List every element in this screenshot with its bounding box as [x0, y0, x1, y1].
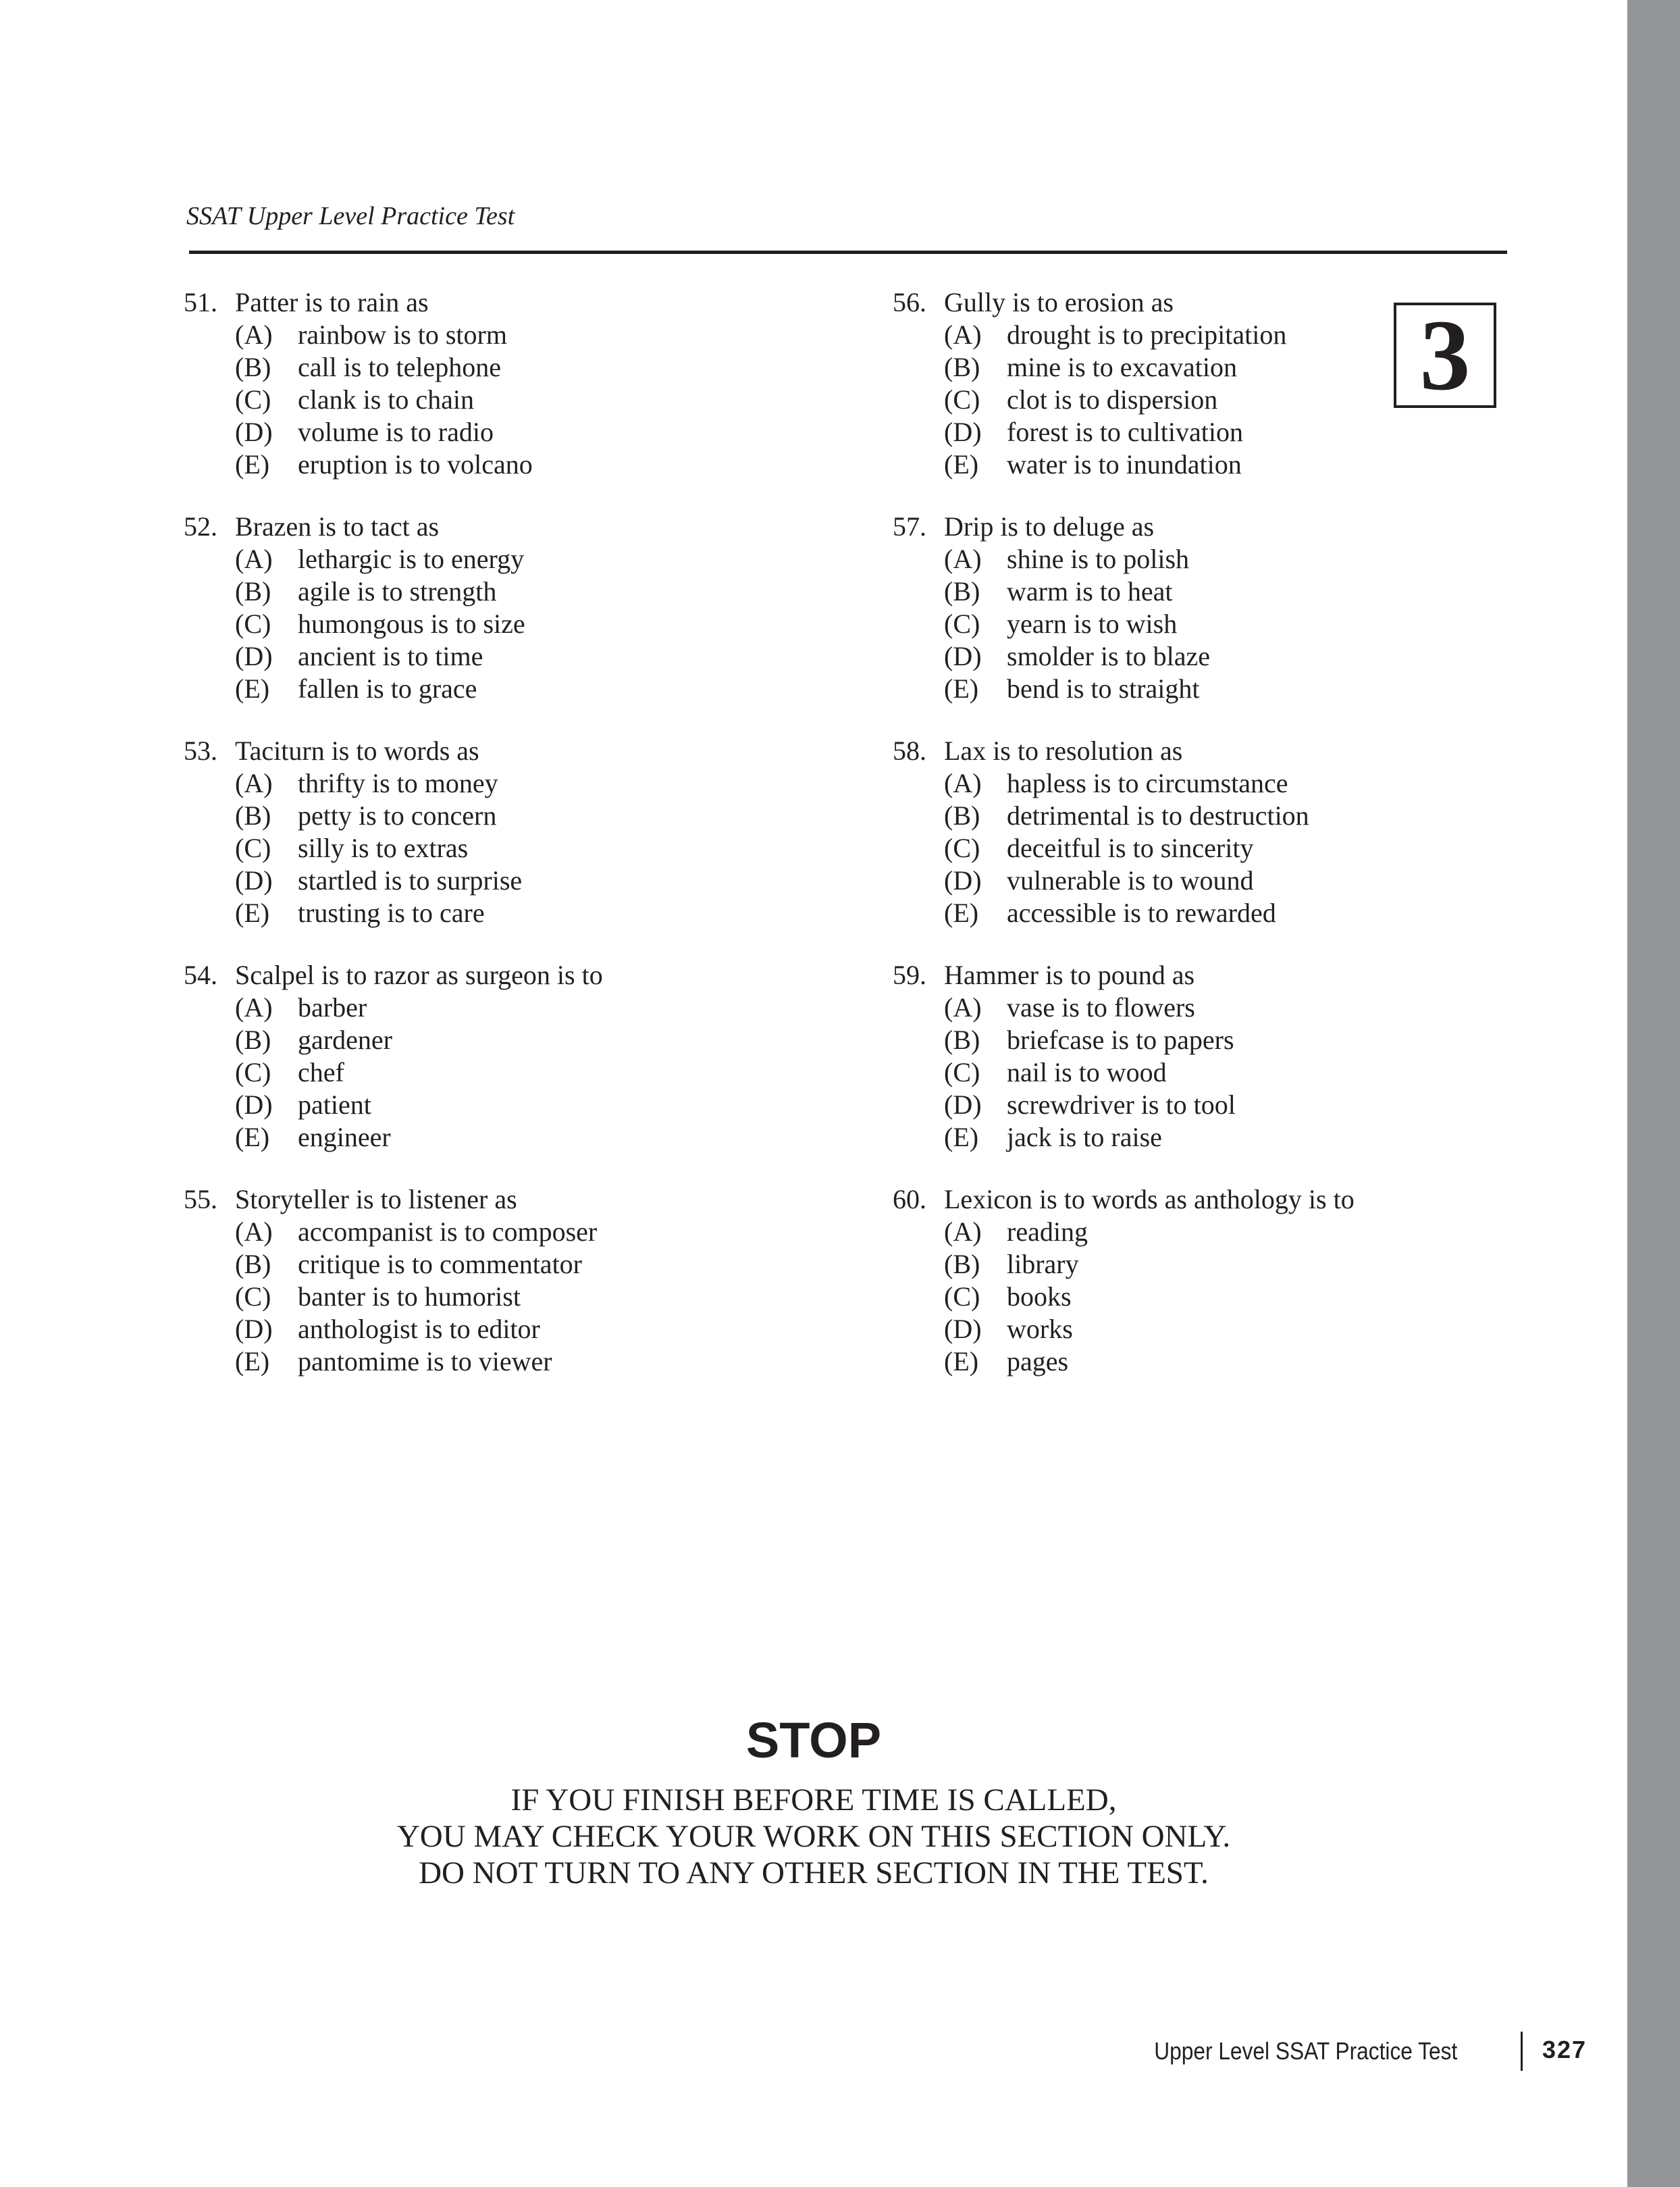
question-stem-line	[893, 511, 1446, 543]
answer-option[interactable]	[184, 319, 737, 351]
option-text: works	[1007, 1314, 1073, 1344]
question-number: 53.	[184, 736, 217, 766]
option-letter: (A)	[235, 1216, 273, 1247]
option-text: bend is to straight	[1007, 673, 1200, 704]
option-text: call is to telephone	[298, 352, 502, 382]
option-text: accompanist is to composer	[298, 1216, 598, 1247]
answer-option[interactable]	[184, 1216, 737, 1248]
question-stem-line	[893, 735, 1446, 767]
answer-option[interactable]	[184, 351, 737, 384]
question-stem: Patter is to rain as	[235, 287, 429, 317]
answer-option[interactable]	[184, 1345, 737, 1378]
section-number-box: 3	[1394, 303, 1496, 408]
answer-option[interactable]	[184, 640, 737, 673]
answer-option[interactable]	[184, 992, 737, 1024]
side-tab-bar	[1627, 0, 1680, 2187]
option-letter: (B)	[944, 352, 980, 382]
option-text: lethargic is to energy	[298, 544, 525, 574]
option-text: detrimental is to destruction	[1007, 800, 1309, 831]
option-text: silly is to extras	[298, 833, 469, 863]
option-letter: (C)	[235, 1281, 271, 1312]
question-stem-line	[184, 286, 737, 319]
question-number: 59.	[893, 960, 926, 990]
option-text: ancient is to time	[298, 641, 483, 671]
option-letter: (B)	[235, 352, 271, 382]
answer-option[interactable]	[184, 575, 737, 608]
answer-option[interactable]	[893, 1248, 1446, 1281]
option-letter: (D)	[235, 865, 273, 896]
option-text: mine is to excavation	[1007, 352, 1238, 382]
stop-line: DO NOT TURN TO ANY OTHER SECTION IN THE TEST.	[419, 1855, 1209, 1890]
option-letter: (E)	[235, 673, 270, 704]
option-text: clank is to chain	[298, 384, 475, 415]
option-text: vase is to flowers	[1007, 992, 1195, 1023]
answer-option[interactable]	[184, 673, 737, 705]
option-letter: (C)	[944, 609, 980, 639]
option-letter: (E)	[944, 1346, 979, 1376]
answer-option[interactable]	[184, 416, 737, 448]
option-letter: (C)	[944, 1057, 980, 1087]
question-item	[184, 735, 737, 959]
option-text: rainbow is to storm	[298, 319, 507, 350]
option-letter: (A)	[944, 768, 982, 798]
option-text: smolder is to blaze	[1007, 641, 1211, 671]
answer-option[interactable]	[893, 384, 1446, 416]
option-letter: (D)	[235, 1089, 273, 1120]
question-item	[893, 1183, 1446, 1408]
option-letter: (A)	[235, 992, 273, 1023]
answer-option[interactable]	[184, 448, 737, 481]
option-text: barber	[298, 992, 367, 1023]
option-letter: (B)	[235, 1249, 271, 1279]
header-rule	[189, 251, 1507, 254]
question-stem: Hammer is to pound as	[944, 960, 1195, 990]
option-text: clot is to dispersion	[1007, 384, 1218, 415]
option-text: trusting is to care	[298, 898, 485, 928]
option-text: gardener	[298, 1025, 392, 1055]
answer-option[interactable]	[893, 673, 1446, 705]
stop-line: YOU MAY CHECK YOUR WORK ON THIS SECTION ONLY.	[396, 1819, 1231, 1854]
question-stem: Lexicon is to words as anthology is to	[944, 1184, 1355, 1214]
option-text: eruption is to volcano	[298, 449, 533, 480]
option-letter: (A)	[235, 319, 273, 350]
option-text: water is to inundation	[1007, 449, 1242, 480]
question-stem: Brazen is to tact as	[235, 511, 440, 542]
question-stem-line	[184, 959, 737, 992]
option-letter: (C)	[944, 384, 980, 415]
answer-option[interactable]	[184, 1313, 737, 1345]
option-letter: (A)	[235, 768, 273, 798]
question-stem: Lax is to resolution as	[944, 736, 1183, 766]
option-text: nail is to wood	[1007, 1057, 1167, 1087]
question-stem-line	[184, 511, 737, 543]
option-letter: (D)	[944, 1314, 982, 1344]
option-text: fallen is to grace	[298, 673, 477, 704]
answer-option[interactable]	[893, 608, 1446, 640]
answer-option[interactable]	[184, 1248, 737, 1281]
question-number: 51.	[184, 287, 217, 317]
option-letter: (D)	[944, 865, 982, 896]
option-text: warm is to heat	[1007, 576, 1173, 607]
option-text: chef	[298, 1057, 344, 1087]
option-text: accessible is to rewarded	[1007, 898, 1276, 928]
answer-option[interactable]	[893, 640, 1446, 673]
answer-option[interactable]	[893, 865, 1446, 897]
answer-option[interactable]	[893, 897, 1446, 929]
answer-option[interactable]	[893, 1281, 1446, 1313]
question-item	[184, 511, 737, 735]
running-header: SSAT Upper Level Practice Test	[186, 202, 515, 230]
option-text: pages	[1007, 1346, 1069, 1376]
question-column-left	[184, 286, 737, 1408]
option-text: reading	[1007, 1216, 1088, 1247]
answer-option[interactable]	[893, 767, 1446, 800]
question-stem-line	[893, 1183, 1446, 1216]
option-text: hapless is to circumstance	[1007, 768, 1288, 798]
option-text: thrifty is to money	[298, 768, 498, 798]
answer-option[interactable]	[893, 1313, 1446, 1345]
question-stem-line	[184, 735, 737, 767]
answer-option[interactable]	[184, 865, 737, 897]
footer-divider	[1521, 2032, 1523, 2071]
option-text: engineer	[298, 1122, 391, 1152]
option-text: agile is to strength	[298, 576, 497, 607]
footer-title: Upper Level SSAT Practice Test	[1153, 2037, 1457, 2065]
answer-option[interactable]	[893, 1089, 1446, 1121]
question-stem: Taciturn is to words as	[235, 736, 479, 766]
option-letter: (C)	[944, 1281, 980, 1312]
option-text: humongous is to size	[298, 609, 525, 639]
option-letter: (A)	[944, 992, 982, 1023]
option-text: patient	[298, 1089, 371, 1120]
answer-option[interactable]	[184, 1121, 737, 1154]
option-text: vulnerable is to wound	[1007, 865, 1254, 896]
option-letter: (E)	[235, 898, 270, 928]
option-letter: (D)	[944, 641, 982, 671]
answer-option[interactable]	[184, 384, 737, 416]
question-stem: Scalpel is to razor as surgeon is to	[235, 960, 603, 990]
question-stem: Drip is to deluge as	[944, 511, 1155, 542]
answer-option[interactable]	[893, 1216, 1446, 1248]
option-letter: (E)	[235, 1346, 270, 1376]
answer-option[interactable]	[893, 575, 1446, 608]
option-text: screwdriver is to tool	[1007, 1089, 1236, 1120]
option-letter: (E)	[944, 1122, 979, 1152]
option-text: critique is to commentator	[298, 1249, 582, 1279]
question-stem-line	[893, 959, 1446, 992]
option-letter: (B)	[944, 1025, 980, 1055]
option-text: startled is to surprise	[298, 865, 523, 896]
question-number: 56.	[893, 287, 926, 317]
option-letter: (D)	[944, 1089, 982, 1120]
answer-option[interactable]	[184, 800, 737, 832]
answer-option[interactable]	[893, 1345, 1446, 1378]
question-stem-line	[893, 286, 1446, 319]
stop-heading: STOP	[745, 1712, 882, 1768]
answer-option[interactable]	[893, 416, 1446, 448]
question-stem-line	[184, 1183, 737, 1216]
option-letter: (E)	[944, 673, 979, 704]
option-text: pantomime is to viewer	[298, 1346, 552, 1376]
option-letter: (C)	[235, 833, 271, 863]
question-number: 52.	[184, 511, 217, 542]
question-number: 54.	[184, 960, 217, 990]
option-letter: (E)	[944, 898, 979, 928]
option-letter: (B)	[944, 800, 980, 831]
option-letter: (B)	[235, 800, 271, 831]
answer-option[interactable]	[893, 1121, 1446, 1154]
answer-option[interactable]	[893, 448, 1446, 481]
option-letter: (D)	[944, 417, 982, 447]
question-item	[184, 286, 737, 511]
option-text: books	[1007, 1281, 1072, 1312]
answer-option[interactable]	[893, 1056, 1446, 1089]
question-item	[184, 1183, 737, 1408]
option-letter: (C)	[944, 833, 980, 863]
option-letter: (D)	[235, 641, 273, 671]
option-text: forest is to cultivation	[1007, 417, 1243, 447]
option-letter: (D)	[235, 417, 273, 447]
page-number: 327	[1542, 2036, 1587, 2063]
option-text: drought is to precipitation	[1007, 319, 1287, 350]
option-letter: (A)	[944, 319, 982, 350]
option-letter: (E)	[235, 449, 270, 480]
option-letter: (B)	[235, 1025, 271, 1055]
answer-option[interactable]	[893, 832, 1446, 865]
option-text: volume is to radio	[298, 417, 494, 447]
option-text: jack is to raise	[1007, 1122, 1162, 1152]
question-item	[184, 959, 737, 1183]
question-item	[893, 959, 1446, 1183]
question-item	[893, 735, 1446, 959]
answer-option[interactable]	[893, 319, 1446, 351]
answer-option[interactable]	[184, 1024, 737, 1056]
option-text: yearn is to wish	[1007, 609, 1178, 639]
option-letter: (E)	[235, 1122, 270, 1152]
option-letter: (E)	[944, 449, 979, 480]
option-text: banter is to humorist	[298, 1281, 521, 1312]
question-item	[893, 286, 1446, 511]
answer-option[interactable]	[184, 832, 737, 865]
answer-option[interactable]	[893, 543, 1446, 575]
answer-option[interactable]	[184, 608, 737, 640]
option-text: anthologist is to editor	[298, 1314, 540, 1344]
answer-option[interactable]	[893, 351, 1446, 384]
answer-option[interactable]	[184, 767, 737, 800]
question-number: 57.	[893, 511, 926, 542]
option-text: shine is to polish	[1007, 544, 1190, 574]
option-letter: (C)	[235, 1057, 271, 1087]
option-letter: (B)	[944, 576, 980, 607]
option-letter: (A)	[944, 544, 982, 574]
option-letter: (C)	[235, 609, 271, 639]
question-item	[893, 511, 1446, 735]
option-letter: (B)	[944, 1249, 980, 1279]
question-column-right	[893, 286, 1446, 1408]
stop-instructions	[0, 1782, 1627, 1891]
option-letter: (A)	[944, 1216, 982, 1247]
option-letter: (C)	[235, 384, 271, 415]
answer-option[interactable]	[184, 1089, 737, 1121]
option-text: petty is to concern	[298, 800, 497, 831]
question-stem: Storyteller is to listener as	[235, 1184, 517, 1214]
question-number: 60.	[893, 1184, 926, 1214]
answer-option[interactable]	[184, 543, 737, 575]
answer-option[interactable]	[184, 897, 737, 929]
answer-option[interactable]	[893, 1024, 1446, 1056]
stop-line: IF YOU FINISH BEFORE TIME IS CALLED,	[510, 1782, 1117, 1818]
question-number: 55.	[184, 1184, 217, 1214]
option-text: deceitful is to sincerity	[1007, 833, 1254, 863]
option-letter: (B)	[235, 576, 271, 607]
option-letter: (D)	[235, 1314, 273, 1344]
option-text: library	[1007, 1249, 1079, 1279]
question-stem: Gully is to erosion as	[944, 287, 1174, 317]
answer-option[interactable]	[893, 800, 1446, 832]
question-number: 58.	[893, 736, 926, 766]
option-text: briefcase is to papers	[1007, 1025, 1234, 1055]
answer-option[interactable]	[184, 1056, 737, 1089]
option-letter: (A)	[235, 544, 273, 574]
answer-option[interactable]	[893, 992, 1446, 1024]
answer-option[interactable]	[184, 1281, 737, 1313]
